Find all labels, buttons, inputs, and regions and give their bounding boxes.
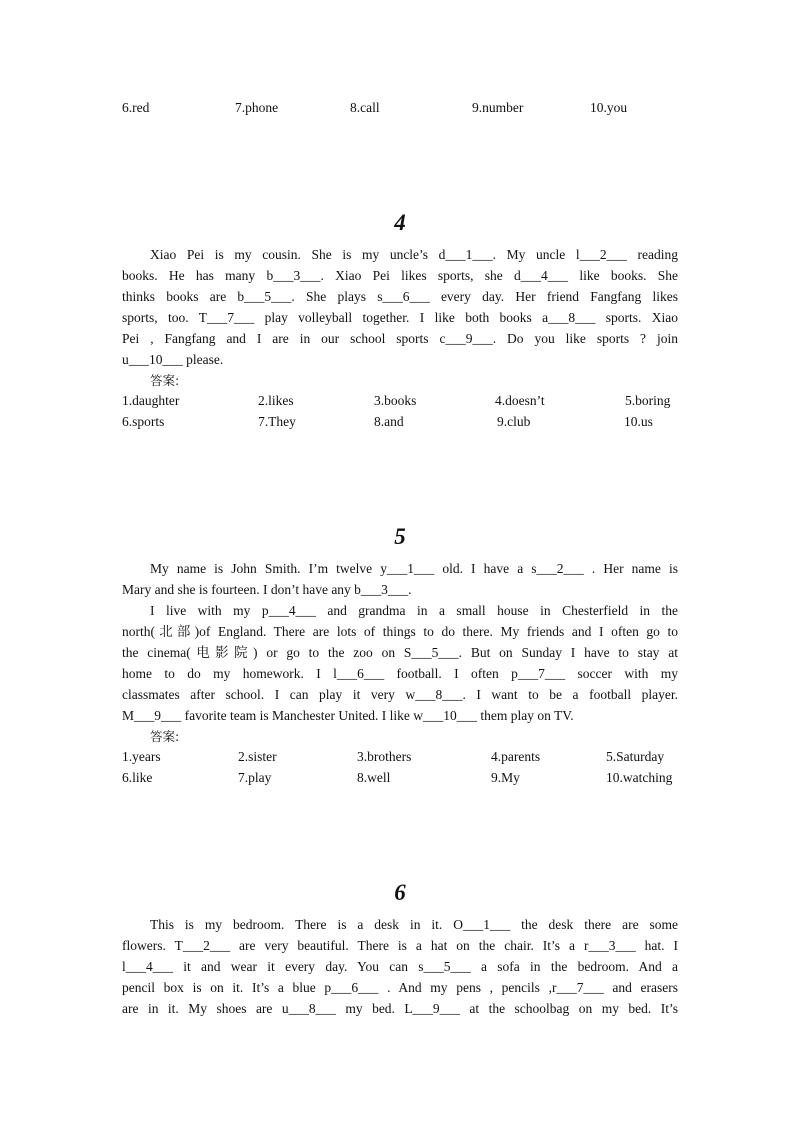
- section-title: 6: [394, 880, 406, 905]
- passage-line: flowers. T___2___ are very beautiful. There is a hat on the chair. It’s a r___3___ hat. I: [122, 938, 678, 953]
- answer-item: 4.doesn’t: [495, 393, 545, 408]
- section-title: 5: [394, 524, 406, 549]
- answer-label: 答案:: [150, 729, 180, 744]
- answer-item: 7.phone: [235, 100, 279, 115]
- passage-line: Mary and she is fourteen. I don’t have any b___3___.: [122, 582, 412, 597]
- passage-line: Pei , Fangfang and I are in our school sports c___9___. Do you like sports ? join: [122, 331, 678, 346]
- answer-item: 8.well: [357, 770, 391, 785]
- passage-line: home to do my homework. I l___6___ football. I often p___7___ soccer with my: [122, 666, 678, 681]
- answer-item: 1.daughter: [122, 393, 180, 408]
- passage-line: are in it. My shoes are u___8___ my bed. L___9___ at the schoolbag on my bed. It’s: [122, 1001, 678, 1016]
- answer-item: 7.play: [238, 770, 272, 785]
- answer-item: 4.parents: [491, 749, 541, 764]
- passage-line: l___4___ it and wear it every day. You can s___5___ a sofa in the bedroom. And a: [122, 959, 678, 974]
- answer-label: 答案:: [150, 373, 180, 388]
- passage-line: classmates after school. I can play it very w___8___. I want to be a football player.: [122, 687, 678, 702]
- answer-item: 2.likes: [258, 393, 294, 408]
- answer-item: 8.and: [374, 414, 404, 429]
- passage-line: sports, too. T___7___ play volleyball together. I like both books a___8___ sports. Xiao: [122, 310, 678, 325]
- passage-line: Xiao Pei is my cousin. She is my uncle’s d___1___. My uncle l___2___ reading: [150, 247, 678, 262]
- answer-item: 2.sister: [238, 749, 277, 764]
- passage-line: books. He has many b___3___. Xiao Pei likes sports, she d___4___ like books. She: [122, 268, 678, 283]
- answer-item: 9.club: [497, 414, 531, 429]
- passage-line: u___10___ please.: [122, 352, 224, 367]
- passage-line: This is my bedroom. There is a desk in it. O___1___ the desk there are some: [150, 917, 678, 932]
- answer-item: 7.They: [258, 414, 296, 429]
- cloze-passage: [122, 558, 678, 747]
- answer-row: [0, 770, 800, 790]
- passage-line: pencil box is on it. It’s a blue p___6___ . And my pens , pencils ,r___7___ and erasers: [122, 980, 678, 995]
- answer-item: 10.watching: [606, 770, 673, 785]
- answer-item: 10.you: [590, 100, 628, 115]
- answer-item: 6.like: [122, 770, 153, 785]
- passage-line: M___9___ favorite team is Manchester United. I like w___10___ them play on TV.: [122, 708, 574, 723]
- answer-row: [0, 414, 800, 434]
- passage-line: My name is John Smith. I’m twelve y___1___ old. I have a s___2___ . Her name is: [150, 561, 678, 576]
- answer-item: 6.sports: [122, 414, 165, 429]
- cloze-passage: [122, 244, 678, 391]
- answer-item: 3.brothers: [357, 749, 412, 764]
- cloze-passage: [122, 914, 678, 1019]
- answer-item: 5.boring: [625, 393, 671, 408]
- answer-item: 9.My: [491, 770, 520, 785]
- answer-item: 10.us: [624, 414, 653, 429]
- answer-item: 5.Saturday: [606, 749, 665, 764]
- passage-line: the cinema(电影院) or go to the zoo on S___5___. But on Sunday I have to stay at: [122, 645, 678, 660]
- answer-item: 1.years: [122, 749, 161, 764]
- answer-row: [0, 749, 800, 769]
- top-answer-row: [0, 100, 800, 120]
- answer-item: 3.books: [374, 393, 417, 408]
- answer-item: 9.number: [472, 100, 524, 115]
- answer-item: 6.red: [122, 100, 150, 115]
- passage-line: thinks books are b___5___. She plays s___6___ every day. Her friend Fangfang likes: [122, 289, 678, 304]
- section-title: 4: [394, 210, 406, 235]
- answer-row: [0, 393, 800, 413]
- passage-line: I live with my p___4___ and grandma in a small house in Chesterfield in the: [150, 603, 678, 618]
- passage-line: north(北部)of England. There are lots of things to do there. My friends and I often go to: [122, 624, 678, 639]
- answer-item: 8.call: [350, 100, 380, 115]
